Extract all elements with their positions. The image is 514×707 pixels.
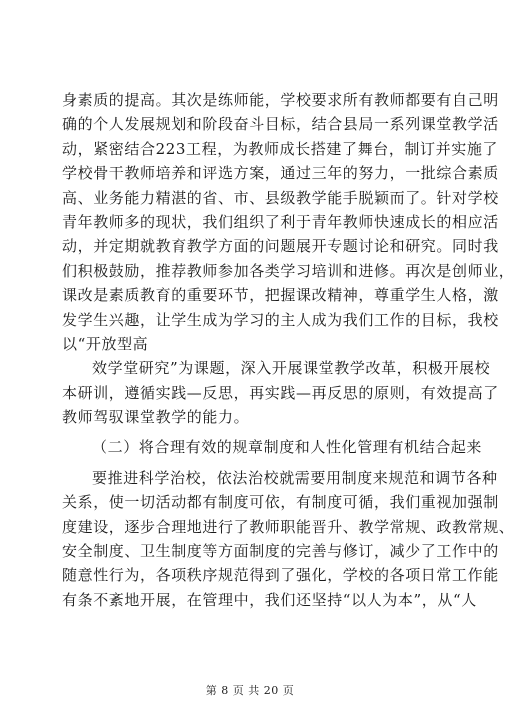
text-line: 本研训，遵循实践—反思，再实践—再反思的原则，有效提高了 [62, 383, 499, 402]
document-body [62, 88, 514, 612]
text-line: 课改是素质教育的重要环节，把握课改精神，尊重学生人格，激 [62, 286, 499, 305]
text-line: 高、业务能力精湛的省、市、县级教学能手脱颖而了。针对学校 [62, 188, 499, 207]
text-line: 身素质的提高。其次是练师能，学校要求所有教师都要有自己明 [62, 91, 499, 109]
text-line: 动，并定期就教育教学方面的问题展开专题讨论和研究。同时我 [62, 237, 499, 256]
section-heading: （二）将合理有效的规章制度和人性化管理有机结合起来 [92, 438, 483, 457]
text-line: 们积极鼓励，推荐教师参加各类学习培训和进修。再次是创师业， [62, 261, 514, 280]
text-line: 动，紧密结合223工程，为教师成长搭建了舞台，制订并实施了 [62, 139, 499, 158]
text-line: 有条不紊地开展，在管理中，我们还坚持“以人为本”，从“人 [62, 590, 477, 609]
text-line: 关系，使一切活动都有制度可依，有制度可循，我们重视加强制 [62, 493, 499, 512]
text-line: 要推进科学治校，依法治校就需要用制度来规范和调节各种 [92, 468, 498, 487]
text-line: 安全制度、卫生制度等方面制度的完善与修订，减少了工作中的 [62, 542, 499, 561]
text-line: 度建设，逐步合理地进行了教师职能晋升、教学常规、政教常规、 [62, 517, 514, 536]
text-line: 教师驾驭课堂教学的能力。 [62, 408, 250, 427]
text-line: 发学生兴趣，让学生成为学习的主人成为我们工作的目标，我校 [62, 310, 499, 329]
text-line: 青年教师多的现状，我们组织了利于青年教师快速成长的相应活 [62, 212, 499, 231]
text-line: 确的个人发展规划和阶段奋斗目标，结合县局一系列课堂教学活 [62, 115, 499, 134]
page-number-footer: 第 8 页 共 20 页 [205, 684, 295, 697]
text-line: 效学堂研究”为课题，深入开展课堂教学改革，积极开展校 [92, 359, 491, 378]
text-line: 以“开放型高 [62, 334, 149, 353]
text-line: 学校骨干教师培养和评选方案，通过三年的努力，一批综合素质 [62, 164, 499, 183]
text-line: 随意性行为，各项秩序规范得到了强化，学校的各项日常工作能 [62, 566, 499, 585]
